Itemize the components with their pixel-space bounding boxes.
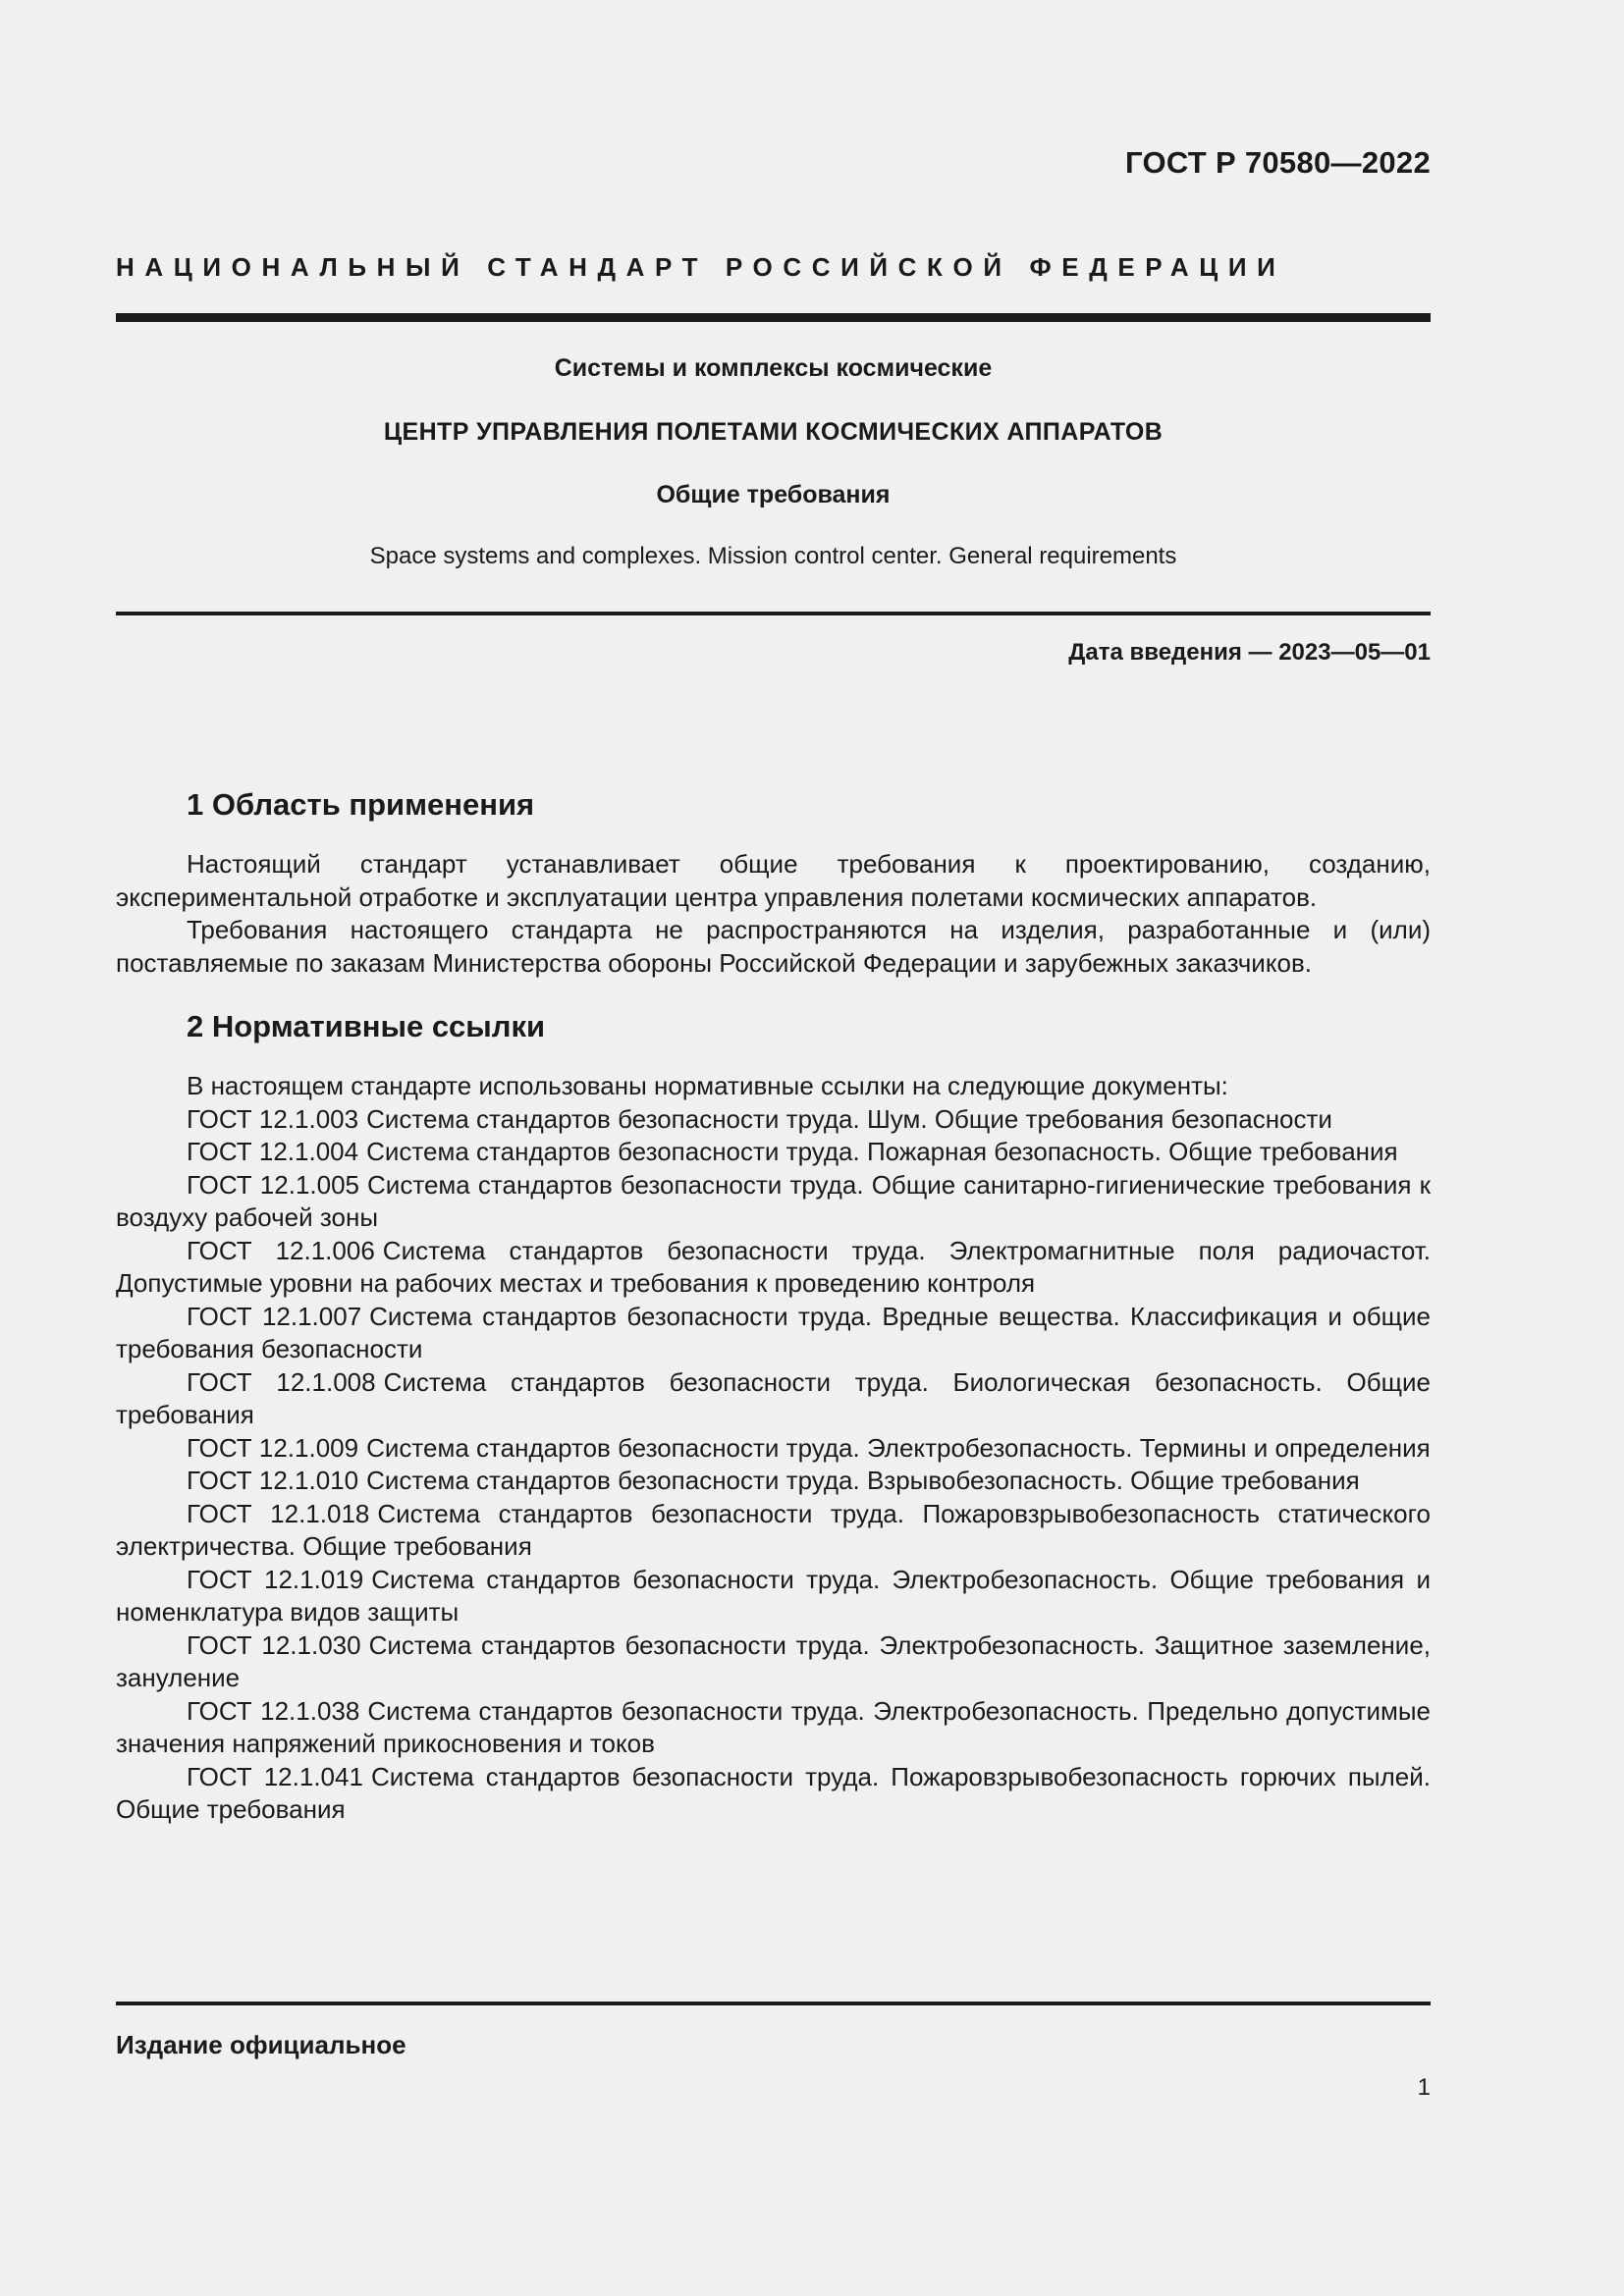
reference-item bbox=[116, 1465, 1431, 1498]
header-divider bbox=[116, 313, 1431, 322]
reference-title: Система стандартов безопасности труда. Вредные вещества. Классификация и общие требования безопасности bbox=[116, 1301, 1431, 1363]
reference-title: Система стандартов безопасности труда. Электробезопасность. Защитное заземление, зануление bbox=[116, 1629, 1431, 1692]
reference-code: ГОСТ 12.1.009 bbox=[187, 1432, 359, 1463]
reference-item bbox=[116, 1301, 1431, 1366]
page-number: 1 bbox=[1417, 2074, 1431, 2101]
reference-code: ГОСТ 12.1.008 bbox=[187, 1366, 376, 1397]
reference-item bbox=[116, 1235, 1431, 1301]
reference-item bbox=[116, 1103, 1431, 1137]
reference-title: Система стандартов безопасности труда. Биологическая безопасность. Общие требования bbox=[116, 1366, 1432, 1429]
normative-references-list bbox=[116, 1103, 1431, 1827]
reference-item bbox=[116, 1498, 1431, 1564]
reference-title: Система стандартов безопасности труда. Пожаровзрывобезопасность статического электричества. Общие требования bbox=[116, 1498, 1431, 1561]
reference-item bbox=[116, 1761, 1431, 1827]
reference-code: ГОСТ 12.1.005 bbox=[187, 1169, 360, 1200]
title-divider bbox=[116, 612, 1431, 615]
reference-code: ГОСТ 12.1.004 bbox=[187, 1137, 359, 1166]
reference-item bbox=[116, 1366, 1431, 1432]
reference-item bbox=[116, 1564, 1431, 1629]
title-subject: Общие требования bbox=[656, 481, 891, 508]
reference-title: Система стандартов безопасности труда. Электробезопасность. Предельно допустимые значения напряжений прикосновения и токов bbox=[116, 1695, 1431, 1758]
reference-item bbox=[116, 1629, 1431, 1695]
reference-title: Система стандартов безопасности труда. Взрывобезопасность. Общие требования bbox=[366, 1466, 1360, 1495]
reference-code: ГОСТ 12.1.006 bbox=[187, 1235, 375, 1265]
official-edition-label: Издание официальное bbox=[116, 2030, 406, 2059]
reference-title: Система стандартов безопасности труда. Электробезопасность. Общие требования и номенклатура видов защиты bbox=[116, 1564, 1431, 1627]
document-code: ГОСТ Р 70580—2022 bbox=[1125, 145, 1431, 180]
introduction-date: Дата введения — 2023—05—01 bbox=[1068, 639, 1431, 666]
reference-title: Система стандартов безопасности труда. Электробезопасность. Термины и определения bbox=[366, 1432, 1431, 1463]
title-main: ЦЕНТР УПРАВЛЕНИЯ ПОЛЕТАМИ КОСМИЧЕСКИХ АППАРАТОВ bbox=[383, 418, 1164, 446]
document-body bbox=[116, 785, 1431, 1827]
section-1-heading: 1 Область применения bbox=[187, 787, 535, 822]
reference-title: Система стандартов безопасности труда. Шум. Общие требования безопасности bbox=[366, 1103, 1332, 1134]
reference-code: ГОСТ 12.1.010 bbox=[187, 1466, 359, 1495]
reference-title: Система стандартов безопасности труда. Общие санитарно-гигиенические требования к воздуху рабочей зоны bbox=[116, 1169, 1431, 1232]
reference-item bbox=[116, 1695, 1431, 1761]
reference-item bbox=[116, 1169, 1431, 1235]
reference-item bbox=[116, 1432, 1431, 1466]
section-2-intro: В настоящем стандарте использованы нормативные ссылки на следующие документы: bbox=[187, 1071, 1228, 1100]
reference-code: ГОСТ 12.1.038 bbox=[187, 1695, 360, 1726]
title-category: Системы и комплексы космические bbox=[554, 354, 993, 382]
title-english: Space systems and complexes. Mission control center. General requirements bbox=[369, 543, 1177, 569]
footer-divider bbox=[116, 2002, 1431, 2005]
reference-code: ГОСТ 12.1.018 bbox=[187, 1498, 370, 1528]
section-1-paragraph: Настоящий стандарт устанавливает общие требования к проектированию, созданию, экспериментальной отработке и эксплуатации центра управления полетами космических аппаратов. bbox=[116, 849, 1431, 912]
section-2-heading: 2 Нормативные ссылки bbox=[187, 1009, 546, 1043]
reference-code: ГОСТ 12.1.041 bbox=[187, 1761, 363, 1791]
reference-code: ГОСТ 12.1.019 bbox=[187, 1564, 364, 1594]
reference-code: ГОСТ 12.1.030 bbox=[187, 1629, 361, 1660]
reference-code: ГОСТ 12.1.007 bbox=[187, 1301, 362, 1331]
reference-code: ГОСТ 12.1.003 bbox=[187, 1103, 359, 1134]
reference-item bbox=[116, 1136, 1431, 1169]
section-1-paragraph: Требования настоящего стандарта не распространяются на изделия, разработанные и (или) поставляемые по заказам Министерства обороны Российской Федерации и зарубежных заказчиков. bbox=[116, 915, 1431, 978]
reference-title: Система стандартов безопасности труда. Пожаровзрывобезопасность горючих пылей. Общие требования bbox=[116, 1761, 1431, 1824]
reference-title: Система стандартов безопасности труда. Электромагнитные поля радиочастот. Допустимые уровни на рабочих местах и требования к проведению контроля bbox=[116, 1235, 1431, 1298]
national-standard-title: НАЦИОНАЛЬНЫЙ СТАНДАРТ РОССИЙСКОЙ ФЕДЕРАЦИИ bbox=[116, 252, 1286, 282]
reference-title: Система стандартов безопасности труда. Пожарная безопасность. Общие требования bbox=[366, 1137, 1398, 1166]
